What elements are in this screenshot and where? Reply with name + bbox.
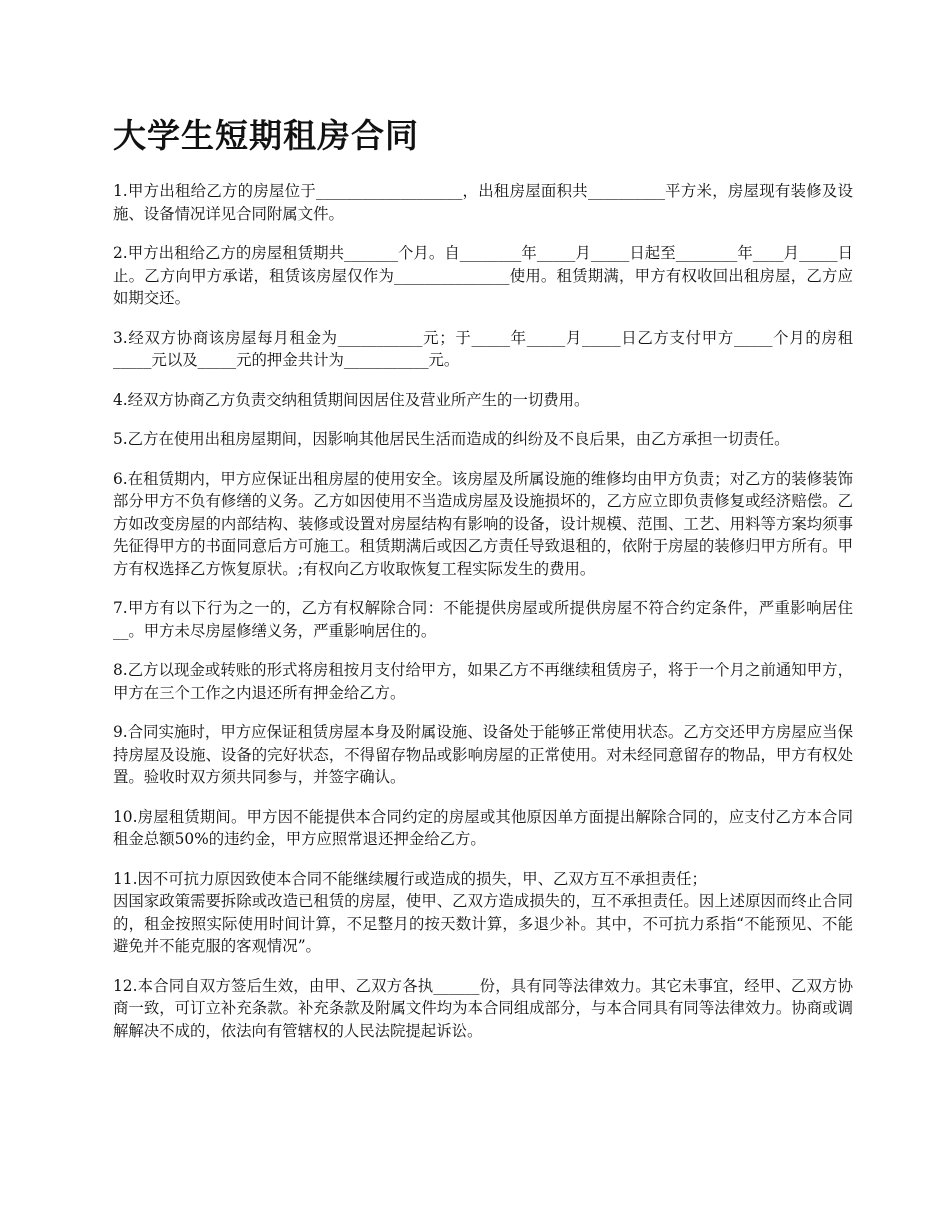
clause-5: 5.乙方在使用出租房屋期间，因影响其他居民生活而造成的纠纷及不良后果，由乙方承担一切责任。 [113, 430, 790, 448]
clause-12: 12.本合同自双方签后生效，由甲、乙双方各执______份，具有同等法律效力。其它未事宜，经甲、乙双方协商一致，可订立补充条款。补充条款及附属文件均为本合同组成部分，与本合同具有同等法律效力。协商或调解解决不成的，依法向有管辖权的人民法院提起诉讼。 [113, 976, 853, 1040]
clause-8: 8.乙方以现金或转账的形式将房租按月支付给甲方，如果乙方不再继续租赁房子，将于一个月之前通知甲方，甲方在三个工作之内退还所有押金给乙方。 [113, 661, 853, 702]
clause-2: 2.甲方出租给乙方的房屋租赁期共_______个月。自________年_____月_____日起至________年____月_____日止。乙方向甲方承诺，租赁该房屋仅作为_______________使用。租赁期满，甲方有权收回出租房屋，乙方应如期交还。 [113, 244, 853, 307]
clause-7: 7.甲方有以下行为之一的，乙方有权解除合同：不能提供房屋或所提供房屋不符合约定条件，严重影响居住__。甲方未尽房屋修缮义务，严重影响居住的。 [113, 599, 853, 640]
clause-4: 4.经双方协商乙方负责交纳租赁期间因居住及营业所产生的一切费用。 [113, 390, 590, 409]
document-page [113, 112, 853, 1059]
clause-9: 9.合同实施时，甲方应保证租赁房屋本身及附属设施、设备处于能够正常使用状态。乙方交还甲方房屋应当保持房屋及设施、设备的完好状态，不得留存物品或影响房屋的正常使用。对未经同意留存的物品，甲方有权处置。验收时双方须共同参与，并签字确认。 [113, 723, 853, 786]
document-title: 大学生短期租房合同 [113, 116, 419, 155]
clause-11: 11.因不可抗力原因致使本合同不能继续履行或造成的损失，甲、乙双方互不承担责任； 因国家政策需要拆除或改造已租赁的房屋，使甲、乙双方造成损失的，互不承担责任。因上述原因而终止合同的，租金按照实际使用时间计算，不足整月的按天数计算，多退少补。其中，不可抗力系指“不能预见、不能避免并不能克服的客观情况”。 [113, 869, 853, 955]
clause-6: 6.在租赁期内，甲方应保证出租房屋的使用安全。该房屋及所属设施的维修均由甲方负责；对乙方的装修装饰部分甲方不负有修缮的义务。乙方如因使用不当造成房屋及设施损坏的，乙方应立即负责修复或经济赔偿。乙方如改变房屋的内部结构、装修或设置对房屋结构有影响的设备，设计规模、范围、工艺、用料等方案均须事先征得甲方的书面同意后方可施工。租赁期满后或因乙方责任导致退租的，依附于房屋的装修归甲方所有。甲方有权选择乙方恢复原状。;有权向乙方收取恢复工程实际发生的费用。 [113, 469, 853, 578]
clause-1: 1.甲方出租给乙方的房屋位于___________________，出租房屋面积共__________平方米，房屋现有装修及设施、设备情况详见合同附属文件。 [113, 182, 853, 223]
clause-10: 10.房屋租赁期间。甲方因不能提供本合同约定的房屋或其他原因单方面提出解除合同的，应支付乙方本合同租金总额50%的违约金，甲方应照常退还押金给乙方。 [113, 807, 853, 848]
clause-3: 3.经双方协商该房屋每月租金为___________元；于_____年_____月_____日乙方支付甲方_____个月的房租_____元以及_____元的押金共计为___________元。 [113, 328, 853, 369]
